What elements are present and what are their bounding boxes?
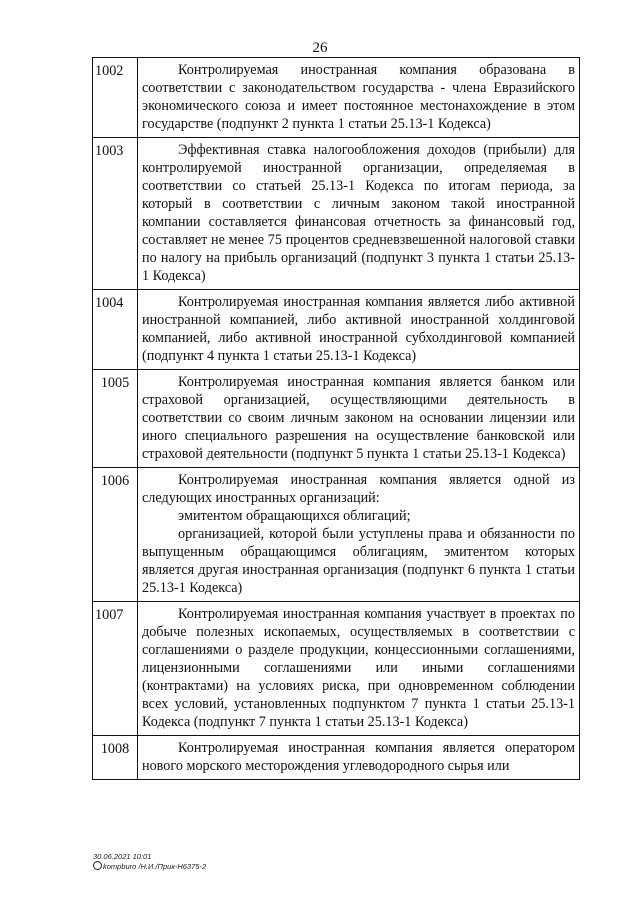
row-code: 1006 — [93, 468, 138, 602]
row-description — [138, 370, 580, 468]
description-paragraph: Контролируемая иностранная компания является оператором нового морского месторождения углеводородного сырья или — [142, 740, 575, 774]
row-description — [138, 138, 580, 290]
row-description — [138, 468, 580, 602]
description-paragraph: Контролируемая иностранная компания является банком или страховой организацией, осуществляющими деятельность в соответствии со своим личным законом на основании лицензии или иного специального разрешения на осуществление банковской или страховой деятельности (подпункт 5 пункта 1 статьи 25.13-1 Кодекса) — [142, 374, 575, 462]
table-row — [93, 370, 580, 468]
table-row — [93, 602, 580, 736]
codes-table — [92, 57, 580, 780]
row-description — [138, 602, 580, 736]
copyright-icon — [93, 861, 102, 870]
row-code: 1003 — [93, 138, 138, 290]
row-code: 1008 — [93, 736, 138, 780]
footer-author: kompburo /Н.И./Прик-Н6375-2 — [103, 862, 207, 871]
row-description — [138, 58, 580, 138]
row-code: 1002 — [93, 58, 138, 138]
codes-table-body — [93, 58, 580, 780]
row-code: 1004 — [93, 290, 138, 370]
document-footer — [93, 852, 206, 871]
description-paragraph: Контролируемая иностранная компания является либо активной иностранной компанией, либо активной иностранной холдинговой компанией, либо активной иностранной субхолдинговой компанией (подпункт 4 пункта 1 статьи 25.13-1 Кодекса) — [142, 294, 575, 364]
description-paragraph: организацией, которой были уступлены права и обязанности по выпущенным обращающимся облигациям, эмитентом которых является другая иностранная организация (подпункт 6 пункта 1 статьи 25.13-1 Кодекса) — [142, 526, 575, 596]
description-paragraph: Контролируемая иностранная компания участвует в проектах по добыче полезных ископаемых, осуществляемых в соответствии с соглашениями о разделе продукции, концессионными соглашениями, лицензионными соглашениями или иными соглашениями (контрактами) на условиях риска, при одновременном соблюдении всех условий, установленных подпунктом 7 пункта 1 статьи 25.13-1 Кодекса (подпункт 7 пункта 1 статьи 25.13-1 Кодекса) — [142, 606, 575, 730]
footer-author-line — [93, 861, 206, 871]
description-paragraph: эмитентом обращающихся облигаций; — [178, 508, 411, 524]
page-number: 26 — [312, 40, 328, 56]
table-row — [93, 736, 580, 780]
table-row — [93, 138, 580, 290]
table-row — [93, 58, 580, 138]
table-row — [93, 290, 580, 370]
description-paragraph: Контролируемая иностранная компания образована в соответствии с законодательством государства - члена Евразийского экономического союза и имеет постоянное местонахождение в этом государстве (подпункт 2 пункта 1 статьи 25.13-1 Кодекса) — [142, 62, 575, 132]
row-description — [138, 290, 580, 370]
row-code: 1007 — [93, 602, 138, 736]
description-paragraph: Контролируемая иностранная компания является одной из следующих иностранных организаций: — [142, 472, 575, 506]
footer-timestamp: 30.06.2021 10:01 — [93, 852, 152, 861]
row-code: 1005 — [93, 370, 138, 468]
description-paragraph: Эффективная ставка налогообложения доходов (прибыли) для контролируемой иностранной организации, определяемая в соответствии со статьей 25.13-1 Кодекса по итогам периода, за который в соответствии с личным законом такой иностранной компании составляется финансовая отчетность за финансовый год, составляет не менее 75 процентов средневзвешенной налоговой ставки по налогу на прибыль организаций (подпункт 3 пункта 1 статьи 25.13-1 Кодекса) — [142, 142, 575, 284]
table-row — [93, 468, 580, 602]
row-description — [138, 736, 580, 780]
